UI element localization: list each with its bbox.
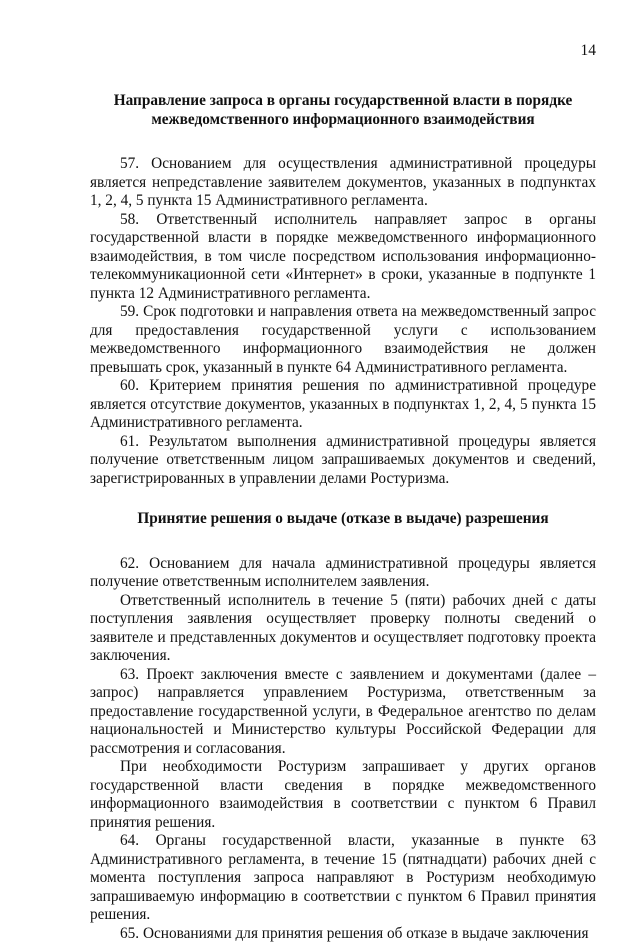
document-body bbox=[90, 92, 596, 943]
paragraph-65: 65. Основаниями для принятия решения об отказе в выдаче заключения bbox=[90, 925, 596, 943]
paragraph-61: 61. Результатом выполнения административной процедуры является получение ответственным лицом запрашиваемых документов и сведений, зарегистрированных в управлении делами Ростуризма. bbox=[90, 433, 596, 489]
page-number: 14 bbox=[581, 42, 597, 60]
section-heading-permit-decision: Принятие решения о выдаче (отказе в выдаче) разрешения bbox=[90, 510, 596, 529]
paragraph-63: 63. Проект заключения вместе с заявлением и документами (далее – запрос) направляется управлением Ростуризма, ответственным за предоставление государственной услуги, в Федеральное агентство по делам национальностей и Министерство культуры Российской Федерации для рассмотрения и согласования. bbox=[90, 666, 596, 759]
paragraph-63-continued: При необходимости Ростуризм запрашивает у других органов государственной власти сведения в порядке межведомственного информационного взаимодействия в соответствии с пунктом 6 Правил принятия решения. bbox=[90, 758, 596, 832]
paragraph-60: 60. Критерием принятия решения по административной процедуре является отсутствие документов, указанных в подпунктах 1, 2, 4, 5 пункта 15 Административного регламента. bbox=[90, 377, 596, 433]
paragraph-57: 57. Основанием для осуществления административной процедуры является непредставление заявителем документов, указанных в подпунктах 1, 2, 4, 5 пункта 15 Административного регламента. bbox=[90, 155, 596, 211]
paragraph-62: 62. Основанием для начала административной процедуры является получение ответственным исполнителем заявления. bbox=[90, 555, 596, 592]
paragraph-59: 59. Срок подготовки и направления ответа на межведомственный запрос для предоставления государственной услуги с использованием межведомственного информационного взаимодействия не должен превышать срок, указанный в пункте 64 Административного регламента. bbox=[90, 303, 596, 377]
paragraph-64: 64. Органы государственной власти, указанные в пункте 63 Административного регламента, в течение 15 (пятнадцати) рабочих дней с момента поступления запроса направляют в Ростуризм необходимую запрашиваемую информацию в соответствии с пунктом 6 Правил принятия решения. bbox=[90, 832, 596, 925]
section-heading-interagency-request: Направление запроса в органы государственной власти в порядке межведомственного информационного взаимодействия bbox=[90, 92, 596, 129]
paragraph-62-continued: Ответственный исполнитель в течение 5 (пяти) рабочих дней с даты поступления заявления осуществляет проверку полноты сведений о заявителе и представленных документов и осуществляет подготовку проекта заключения. bbox=[90, 592, 596, 666]
paragraph-58: 58. Ответственный исполнитель направляет запрос в органы государственной власти в порядке межведомственного информационного взаимодействия, в том числе посредством использования информационно-телекоммуникационной сети «Интернет» в сроки, указанные в подпункте 1 пункта 12 Административного регламента. bbox=[90, 211, 596, 304]
